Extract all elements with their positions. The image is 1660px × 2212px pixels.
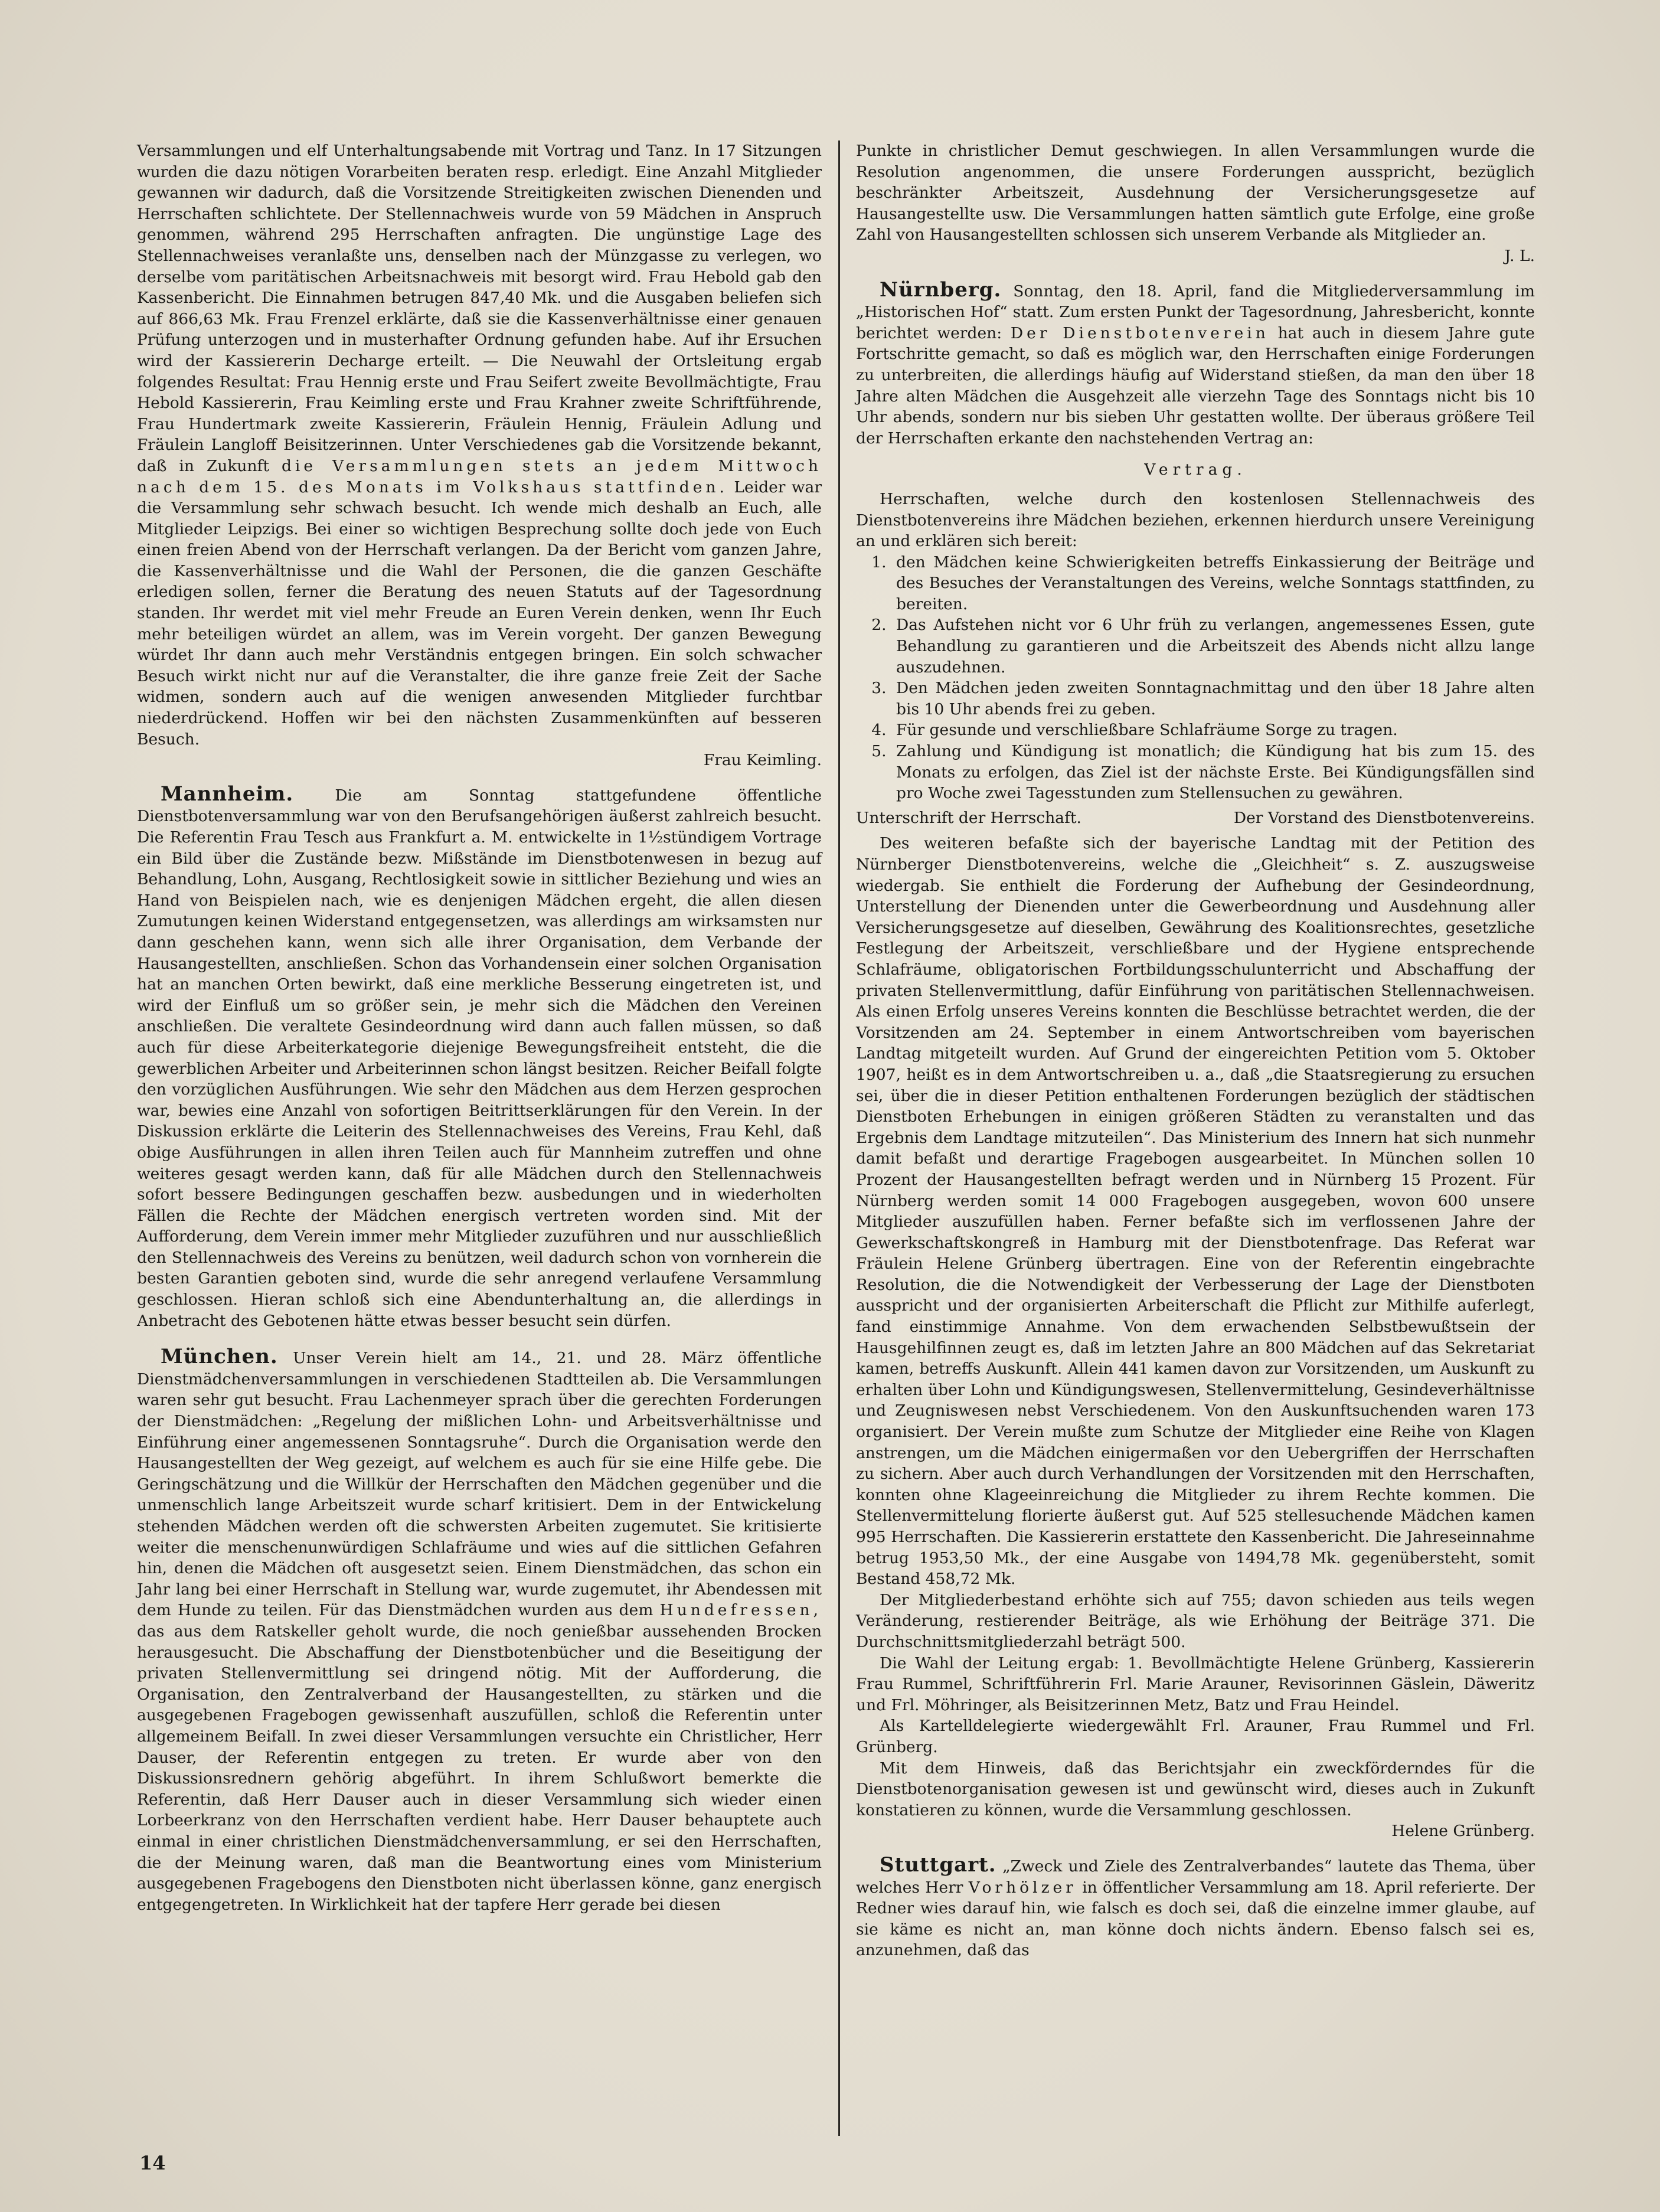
paragraph-text: Punkte in christlicher Demut geschwiegen. In allen Versammlungen wurde die Resolution angenommen, die unsere Forderungen ausspricht, bezüglich beschränkter Arbeitszeit, Ausdehnung der Versicherungsgesetze auf Hausangestellte usw. Die Versammlungen hatten sämtlich gute Erfolge, eine große Zahl von Hausangestellten schlossen sich unserem Verbande als Mitglieder an. xyxy=(856,142,1535,244)
city-heading: Stuttgart. xyxy=(880,1852,996,1877)
column-divider xyxy=(838,141,840,2136)
city-heading: München. xyxy=(161,1345,278,1369)
paragraph-text: Versammlungen und elf Unterhaltungsabende mit Vortrag und Tanz. In 17 Sitzungen wurden die dazu nötigen Vorarbeiten beraten resp. erledigt. Eine Anzahl Mitglieder gewannen wir dadurch, daß die Vorsitzende Streitigkeiten zwischen Dienenden und Herrschaften schlichtete. Der Stellennachweis wurde von 59 Mädchen in Anspruch genommen, während 295 Herrschaften anfragten. Die ungünstige Lage des Stellennachweises veranlaßte uns, denselben nach der Münzgasse zu verlegen, wo derselbe vom paritätischen Arbeitsnachweis mit besorgt wird. Frau Hebold gab den Kassenbericht. Die Einnahmen betrugen 847,40 Mk. und die Ausgaben beliefen sich auf 866,63 Mk. Frau Frenzel erklärte, daß sie die Kassenverhältnisse einer genauen Prüfung unterzogen und in musterhafter Ordnung gefunden habe. Auf ihr Ersuchen wird der Kassiererin Decharge erteilt. — Die Neuwahl der Ortsleitung ergab folgendes Resultat: Frau Hennig erste und Frau Seifert zweite Bevollmächtigte, Frau Hebold Kassiererin, Frau Keimling erste und Frau Krahner zweite Schriftführende, Frau Hundertmark zweite Kassiererin, Fräulein Hennig, Fräulein Adlung und Fräulein Langloff Beisitzerinnen. Unter Verschiedenes gab die Vorsitzende bekannt, daß in Zukunft xyxy=(137,142,822,475)
contract-term: 3. Den Mädchen jeden zweiten Sonntagnachmittag und den über 18 Jahre alten bis 10 Uhr abends frei zu geben. xyxy=(891,678,1535,720)
contract-intro: Herrschaften, welche durch den kostenlosen Stellennachweis des Dienstbotenvereins ihre Mädchen beziehen, erkennen hierdurch unsere Vereinigung an und erklären sich bereit: xyxy=(856,489,1535,551)
article-paragraph: Mit dem Hinweis, daß das Berichtsjahr ein zweckförderndes für die Dienstbotenorganisation gewesen ist und gewünscht wird, dieses auch in Zukunft konstatieren zu können, wurde die Versammlung geschlossen. xyxy=(856,1759,1535,1819)
contract-term: 2. Das Aufstehen nicht vor 6 Uhr früh zu verlangen, angemessenes Essen, gute Behandlung zu garantieren und die Arbeitszeit des Abends nicht allzu lange auszudehnen. xyxy=(891,615,1535,678)
article-paragraph: Der Mitgliederbestand erhöhte sich auf 755; davon schieden aus teils wegen Veränderung, restierender Beiträge, als wie Erhöhung der Beiträge 371. Die Durchschnittsmitgliederzahl beträgt 500. xyxy=(856,1590,1535,1651)
spaced-emphasis: Hundefressen, xyxy=(659,1601,822,1620)
spaced-emphasis: die Versammlungen stets an jedem Mittwoch nach dem 15. des Monats im Volkshaus stattfinden. xyxy=(137,456,822,496)
article-mannheim xyxy=(137,784,822,1331)
contract-signatures xyxy=(856,808,1535,829)
article-stuttgart xyxy=(856,1852,1535,1961)
signature: Frau Keimling. xyxy=(703,751,822,770)
contract-term: 5. Zahlung und Kündigung ist monatlich; die Kündigung hat bis zum 15. des Monats zu erfolgen, das Ziel ist der nächste Erste. Bei Kündigungsfällen sind pro Woche zwei Tagesstunden zum Stellensuchen zu gewähren. xyxy=(891,741,1535,804)
article-paragraph: Als Kartelldelegierte wiedergewählt Frl. Arauner, Frau Rummel und Frl. Grünberg. xyxy=(856,1717,1535,1756)
contract-title: Vertrag. xyxy=(1144,460,1247,479)
contract-term: 1. den Mädchen keine Schwierigkeiten betreffs Einkassierung der Beiträge und des Besuches der Veranstaltungen des Vereins, welche Sonntags stattfinden, zu bereiten. xyxy=(891,552,1535,615)
article-muenchen xyxy=(137,1347,822,1915)
article-paragraph: Des weiteren befaßte sich der bayerische Landtag mit der Petition des Nürnberger Dienstbotenvereins, welche die „Gleichheit“ s. Z. auszugsweise wiedergab. Sie enthielt die Forderung der Aufhebung der Gesindeordnung, Unterstellung der Dienenden unter die Gewerbeordnung und Ausdehnung aller Versicherungsgesetze auf dieselben, Gewährung des Koalitionsrechtes, gesetzliche Festlegung der Arbeitszeit, verschließbare und der Hygiene entsprechende Schlafräume, obligatorischen Fortbildungsschulunterricht und Abschaffung der privaten Stellenvermittlung, dafür Einführung von paritätischen Stellennachweisen. Als einen Erfolg unseres Vereins konnten die Beschlüsse betrachtet werden, die der Vorsitzenden am 24. September in einem Antwortschreiben vom bayerischen Landtag mitgeteilt wurden. Auf Grund der eingereichten Petition vom 5. Oktober 1907, heißt es in dem Antwortschreiben u. a., daß „die Staatsregierung zu ersuchen sei, über die in dieser Petition enthaltenen Forderungen bezüglich der städtischen Dienstboten Erhebungen in einigen größeren Städten zu veranstalten und das Ergebnis dem Landtage mitzuteilen“. Das Ministerium des Innern hat sich nunmehr damit befaßt und derartige Fragebogen ausgearbeitet. In München sollen 10 Prozent der Hausangestellten befragt werden und in Nürnberg 15 Prozent. Für Nürnberg werden somit 14 000 Fragebogen ausgegeben, wovon 600 unsere Mitglieder auszufüllen haben. Ferner befaßte sich im verflossenen Jahre der Gewerkschaftskongreß in Hamburg mit der Dienstbotenfrage. Das Referat war Fräulein Helene Grünberg übertragen. Eine von der Referentin eingebrachte Resolution, die die Notwendigkeit der Verbesserung der Lage der Dienstboten ausspricht und der organisierten Arbeiterschaft die Pflicht zur Mithilfe auferlegt, fand einstimmige Annahme. Von dem erwachenden Selbstbewußtsein der Hausgehilfinnen zeugt es, daß im letzten Jahre an 800 Mädchen auf das Sekretariat kamen, betreffs Auskunft. Allein 441 kamen davon zur Vorsitzenden, um Auskunft zu erhalten über Lohn und Kündigungswesen, Stellenvermittelung, Gesindeverhältnisse und Zeugniswesen nebst Verschiedenem. Von den Auskunftsuchenden waren 173 organisiert. Der Verein mußte zum Schutze der Mitglieder eine Reihe von Klagen anstrengen, um die Mädchen einigermaßen vor den Uebergriffen der Herrschaften zu sichern. Aber auch durch Verhandlungen der Vorsitzenden mit den Herrschaften, konnten ohne Klageeinreichung die Mitglieder zu ihrem Rechte kommen. Die Stellenvermittelung florierte äußerst gut. Auf 525 stellesuchende Mädchen kamen 995 Herrschaften. Die Kassiererin erstattete den Kassenbericht. Die Jahreseinnahme betrug 1953,50 Mk., der eine Ausgabe von 1494,78 Mk. gegenübersteht, somit Bestand 458,72 Mk. xyxy=(856,834,1535,1589)
city-heading: Nürnberg. xyxy=(880,277,1002,302)
spaced-emphasis: Der Dienstbotenverein xyxy=(1010,324,1269,342)
signature: J. L. xyxy=(1504,246,1535,265)
paragraph-text: Unser Verein hielt am 14., 21. und 28. März öffentliche Dienstmädchenversammlungen in verschiedenen Stadtteilen ab. Die Versammlungen waren sehr gut besucht. Frau Lachenmeyer sprach über die gerechten Forderungen der Dienstmädchen: „Regelung der mißlichen Lohn- und Arbeitsverhältnisse und Einführung einer angemessenen Sonntagsruhe“. Durch die Organisation werde den Hausangestellten der Weg gezeigt, auf welchem es auch für sie eine Hilfe gebe. Die Geringschätzung und die Willkür der Herrschaften den Mädchen gegenüber und die unmenschlich lange Arbeitszeit wurde scharf kritisiert. Dem in der Entwickelung stehenden Mädchen werden oft die schwersten Arbeiten zugemutet. Sie kritisierte weiter die menschenunwürdigen Schlafräume und wies auf die sittlichen Gefahren hin, denen die Mädchen oft ausgesetzt seien. Einem Dienstmädchen, das schon ein Jahr lang bei einer Herrschaft in Stellung war, wurde zugemutet, ihr Abendessen mit dem Hunde zu teilen. Für das Dienstmädchen wurden aus dem xyxy=(137,1349,822,1620)
paragraph-text: Leider war die Versammlung sehr schwach besucht. Ich wende mich deshalb an Euch, alle Mitglieder Leipzigs. Bei einer so wichtigen Besprechung sollte doch jede von Euch einen freien Abend von der Herrschaft verlangen. Da der Bericht vom ganzen Jahre, die Kassenverhältnisse und die Wahl der Personen, die die ganzen Geschäfte erledigen sollen, ferner die Beratung des neuen Statuts auf der Tagesordnung standen. Ihr werdet mit viel mehr Freude an Euren Verein denken, wenn Ihr Euch mehr beteiligen würdet an allem, was im Verein vorgeht. Der ganzen Bewegung würdet Ihr dann auch mehr Verständnis entgegen bringen. Ein solch schwacher Besuch wirkt nicht nur auf die Veranstalter, die ihre ganze freie Zeit der Sache widmen, sondern auch auf die wenigen anwesenden Mitglieder furchtbar niederdrückend. Hoffen wir bei den nächsten Zusammenkünften auf besseren Besuch. xyxy=(137,478,822,749)
article-nuernberg xyxy=(856,277,1535,449)
contract-term: 4. Für gesunde und verschließbare Schlafräume Sorge zu tragen. xyxy=(891,720,1535,741)
signature-employer: Unterschrift der Herrschaft. xyxy=(856,808,1081,827)
article-paragraph: Die Wahl der Leitung ergab: 1. Bevollmächtigte Helene Grünberg, Kassiererin Frau Rummel, Schriftführerin Frl. Marie Arauner, Revisorinnen Gäslein, Däweritz und Frl. Möhringer, als Beisitzerinnen Metz, Batz und Frau Heindel. xyxy=(856,1654,1535,1714)
city-heading: Mannheim. xyxy=(161,782,294,806)
article-paragraph xyxy=(856,141,1535,246)
signature: Helene Grünberg. xyxy=(1391,1822,1535,1841)
paragraph-text: hat auch in diesem Jahre gute Fortschritte gemacht, so daß es möglich war, den Herrschaften einige Forderungen zu unterbreiten, die allerdings häufig auf Widerstand stießen, da man den über 18 Jahre alten Mädchen die Ausgehzeit alle vierzehn Tage des Sonntags nicht bis 10 Uhr abends, sondern nur bis sieben Uhr gestatten wollte. Der überaus größere Teil der Herrschaften erkante den nachstehenden Vertrag an: xyxy=(856,324,1535,447)
paragraph-text: Die am Sonntag stattgefundene öffentliche Dienstbotenversammlung war von den Berufsangehörigen äußerst zahlreich besucht. Die Referentin Frau Tesch aus Frankfurt a. M. entwickelte in 1½stündigem Vortrage ein Bild über die Zustände bezw. Mißstände im Dienstbotenwesen in bezug auf Behandlung, Lohn, Ausgang, Rechtlosigkeit sowie in sittlicher Beziehung und wies an Hand von Beispielen nach, wie es denjenigen Mädchen ergeht, die allen diesen Zumutungen keinen Widerstand entgegensetzen, was allerdings am wirksamsten nur dann geschehen kann, wenn sich alle ihrer Organisation, dem Verbande der Hausangestellten, anschließen. Schon das Vorhandensein einer solchen Organisation hat an manchen Orten bewirkt, daß eine merkliche Besserung eingetreten ist, und wird der Einfluß um so größer sein, je mehr sich die Mädchen den Vereinen anschließen. Die veraltete Gesindeordnung wird dann auch fallen müssen, so daß auch für diese Arbeiterkategorie diejenige Bewegungsfreiheit entsteht, die die gewerblichen Arbeiter und Arbeiterinnen schon längst besitzen. Reicher Beifall folgte den vorzüglichen Ausführungen. Wie sehr den Mädchen aus dem Herzen gesprochen war, bewies eine Anzahl von sofortigen Beitrittserklärungen für den Verein. In der Diskussion erklärte die Leiterin des Stellennachweises des Vereins, Frau Kehl, daß obige Ausführungen in allen ihren Teilen auch für Mannheim zutreffen und ohne weiteres gesagt werden kann, daß für alle Mädchen durch den Stellennachweis sofort bessere Bedingungen geschaffen bezw. ausbedungen und in wiederholten Fällen die Rechte der Mädchen energisch vertreten worden sind. Mit der Aufforderung, dem Verein immer mehr Mitglieder zuzuführen und nur ausschließlich den Stellennachweis des Vereins zu benützen, weil dadurch schon von vornherein die besten Garantien geboten sind, wurde die sehr anregend verlaufene Versammlung geschlossen. Hieran schloß sich eine Abendunterhaltung an, die allerdings in Anbetracht des Gebotenen hätte etwas besser besucht sein dürfen. xyxy=(137,786,822,1330)
paragraph-text: das aus dem Ratskeller geholt wurde, die noch genießbar aussehenden Brocken herausgesucht. Die Abschaffung der Dienstbotenbücher und die Beseitigung der privaten Stellenvermittlung sei dringend nötig. Mit der Aufforderung, die Organisation, den Zentralverband der Hausangestellten, zu stärken und die ausgegebenen Fragebogen gewissenhaft auszufüllen, schloß die Referentin unter allgemeinem Beifall. In zwei dieser Versammlungen versuchte ein Christlicher, Herr Dauser, der Referentin entgegen zu treten. Er wurde aber von den Diskussionsrednern gehörig abgeführt. In ihrem Schlußwort bemerkte die Referentin, daß Herr Dauser auch in dieser Versammlung sich wieder einen Lorbeerkranz von den Herrschaften verdient habe. Herr Dauser behauptete auch einmal in einer christlichen Dienstmädchenversammlung, er sei den Herrschaften, die der Meinung waren, daß man die Beantwortung eines vom Ministerium ausgegebenen Fragebogens den Dienstboten nicht überlassen könne, ganz energisch entgegengetreten. In Wirklichkeit hat der tapfere Herr gerade bei diesen xyxy=(137,1622,822,1914)
right-column xyxy=(856,141,1535,1961)
contract-terms xyxy=(856,552,1535,804)
paragraph-text: Sonntag, den 18. April, fand die Mitgliederversammlung im „Historischen Hof“ statt. Zum ersten Punkt der Tagesordnung, Jahresbericht, konnte berichtet werden: xyxy=(856,282,1535,342)
left-column xyxy=(137,141,822,1915)
paragraph-text: in öffentlicher Versammlung am 18. April referierte. Der Redner wies darauf hin, wie falsch es doch sei, daß die einzelne immer glaube, auf sie käme es nicht an, man könne doch nichts ändern. Ebenso falsch sei es, anzunehmen, daß das xyxy=(856,1878,1535,1960)
page-number: 14 xyxy=(139,2152,166,2174)
article-paragraph xyxy=(137,141,822,750)
spaced-emphasis: Vorhölzer xyxy=(968,1878,1077,1897)
signature-board: Der Vorstand des Dienstbotenvereins. xyxy=(1233,808,1535,827)
paragraph-text: „Zweck und Ziele des Zentralverbandes“ lautete das Thema, über welches Herr xyxy=(856,1857,1535,1897)
